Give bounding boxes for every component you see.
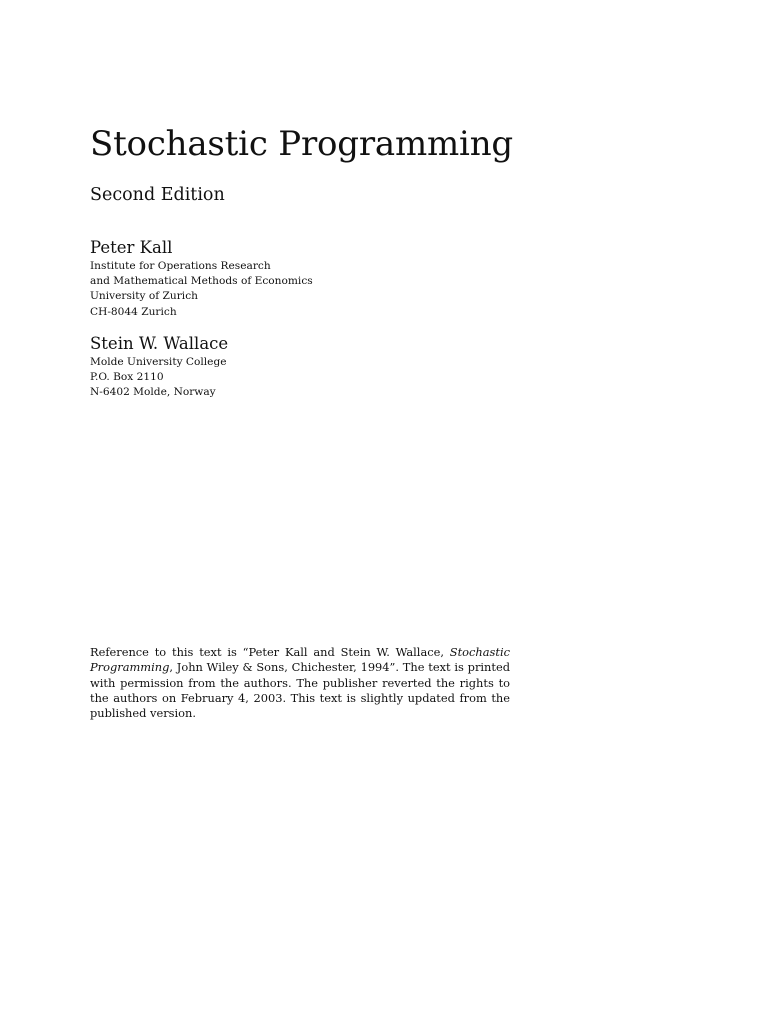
reference-text-end: , John Wiley & Sons, Chichester, 1994”. The text is printed with permission from the authors. The publisher reverted the rights to the authors on February 4, 2003. This text is slightly updated from the published version. [90, 660, 510, 721]
affiliation-line: N-6402 Molde, Norway [90, 386, 216, 399]
affiliation-line: CH-8044 Zurich [90, 305, 177, 318]
author-name: Stein W. Wallace [90, 334, 229, 353]
author-name: Peter Kall [90, 238, 173, 257]
book-edition: Second Edition [90, 185, 225, 205]
affiliation-line: Molde University College [90, 356, 227, 368]
reference-text-start: Reference to this text is “Peter Kall and Stein W. Wallace, [90, 645, 450, 659]
reference-book-title: Stochastic Programming [90, 645, 510, 675]
affiliation-line: University of Zurich [90, 290, 198, 303]
author-block-kall [90, 238, 510, 320]
affiliation-line: P.O. Box 2110 [90, 371, 164, 384]
reference-note [90, 645, 510, 721]
affiliation-line: and Mathematical Methods of Economics [90, 275, 313, 288]
author-block-wallace [90, 334, 510, 401]
affiliation-line: Institute for Operations Research [90, 260, 271, 272]
book-title: Stochastic Programming [90, 124, 513, 164]
